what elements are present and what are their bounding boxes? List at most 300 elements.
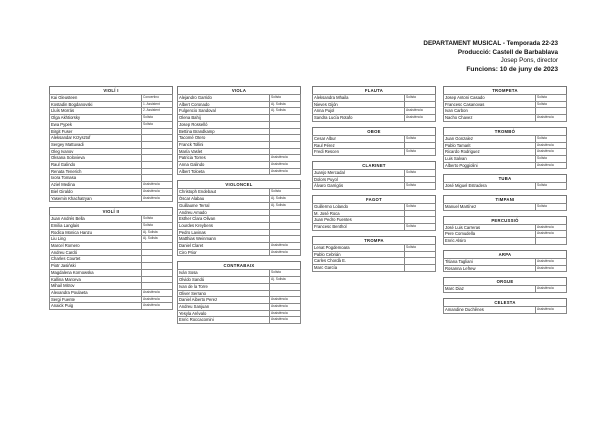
musician-name: Yasemin Khachatryan (50, 195, 142, 202)
musician-name: Aleksandar Krzysztof (50, 135, 142, 142)
musician-role (141, 175, 172, 182)
musician-name: Guillermo Lolando (313, 204, 405, 211)
musician-name: Matthias Weinmann (178, 236, 270, 243)
section-table (312, 203, 436, 231)
musician-name: Fulgencio Sandoval (178, 108, 270, 115)
musician-role (141, 128, 172, 135)
table-row (178, 121, 301, 128)
table-row (50, 236, 173, 243)
musician-role: Assistència (141, 182, 172, 189)
table-row (178, 101, 301, 108)
musician-name: Yesyla Arévalo (178, 310, 270, 317)
musician-role (141, 148, 172, 155)
musician-name: Carles Chordà E. (313, 258, 405, 265)
section (443, 86, 567, 122)
section-table (443, 203, 567, 211)
musician-name: Albert Coronado (178, 101, 270, 108)
section-title: FAGOT (312, 195, 436, 203)
musician-name: Alexandra Poulaeta (50, 289, 142, 296)
musician-name: Enric Roccacomini (178, 317, 270, 324)
section-table (177, 94, 301, 175)
musician-role (141, 168, 172, 175)
musician-name: Nieves Gijón (313, 101, 405, 108)
section (443, 277, 567, 293)
table-row (178, 155, 301, 162)
musician-role: Solista (535, 95, 566, 102)
musician-role (404, 217, 435, 224)
musician-name: Nacho Chavez (444, 115, 536, 122)
musician-name: Pere Comudella (444, 231, 536, 238)
section-title: CONTRABAIX (177, 261, 301, 269)
table-row (178, 128, 301, 135)
table-row (313, 135, 436, 142)
musician-role (404, 258, 435, 265)
musician-name: Kai Gleusteen (50, 95, 142, 102)
table-row (313, 108, 436, 115)
musician-name: Ivan de la Torre (178, 283, 270, 290)
table-row (178, 209, 301, 216)
musician-name: Francesc Benthol (313, 224, 405, 231)
table-row (444, 306, 567, 313)
musician-role: Solista (404, 183, 435, 190)
musician-name: Ivan Carbon (444, 108, 536, 115)
section-table (49, 215, 173, 310)
table-row (313, 101, 436, 108)
musician-name: Anna Pujol (313, 108, 405, 115)
musician-role: Aj. Solista (269, 101, 300, 108)
section (443, 127, 567, 170)
musician-role: Aj. Solista (269, 108, 300, 115)
section-title: TUBA (443, 174, 567, 182)
musician-role: Assistència (141, 188, 172, 195)
table-row (50, 162, 173, 169)
musician-name: Titiana Tagliani (444, 258, 536, 265)
table-row (444, 155, 567, 162)
musician-name: Raul Galindo (50, 162, 142, 169)
musician-name: Juan Pedro Fuentes (313, 217, 405, 224)
musician-name: Guillaume Terral (178, 202, 270, 209)
musician-role: Solista (269, 270, 300, 277)
musician-name: Josep Rosselló (178, 121, 270, 128)
musician-name: Fredi Rescen (313, 149, 405, 156)
musician-role (269, 128, 300, 135)
musician-role: Solista (535, 183, 566, 190)
table-row (50, 249, 173, 256)
musician-name: Magdalena Kornowska (50, 269, 142, 276)
musician-name: Juanjo Mercadal (313, 169, 405, 176)
section-table (312, 94, 436, 122)
musician-role (269, 216, 300, 223)
table-row (444, 183, 567, 190)
table-row (178, 141, 301, 148)
section (312, 195, 436, 231)
musician-name: Pablo Cebrián (313, 251, 405, 258)
musician-name: Tacomé Otero (178, 135, 270, 142)
musician-role: Assistència (535, 306, 566, 313)
table-row (50, 263, 173, 270)
musician-role (141, 243, 172, 250)
musician-name: Kostadin Bogdanovski (50, 101, 142, 108)
musician-name: Oksana Solovieva (50, 155, 142, 162)
musician-role: Assistència (535, 224, 566, 231)
section-table (443, 182, 567, 190)
musician-role: Assistència (535, 231, 566, 238)
musician-name: Rosanna Lefrew (444, 265, 536, 272)
table-row (444, 95, 567, 102)
section-table (312, 169, 436, 190)
section-table (443, 285, 567, 293)
musician-role: Assistència (535, 162, 566, 169)
musician-role: Assistència (269, 243, 300, 250)
table-row (50, 283, 173, 290)
musician-role: Assistència (404, 108, 435, 115)
musician-role (141, 263, 172, 270)
musician-role: Solista (404, 169, 435, 176)
page-header (423, 40, 558, 74)
musician-name: Raul Pérez (313, 142, 405, 149)
section (443, 174, 567, 190)
table-row (313, 149, 436, 156)
musician-role: Aj. Solista (269, 196, 300, 203)
musician-name: Álvaro Garrigós (313, 183, 405, 190)
table-row (313, 258, 436, 265)
musician-name: Sergey Mattuvadi (50, 141, 142, 148)
table-row (178, 216, 301, 223)
table-row (178, 297, 301, 304)
musician-name: Kallina Marceva (50, 276, 142, 283)
section (177, 180, 301, 256)
section (177, 86, 301, 175)
musician-name: Bettina Brandkamp (178, 128, 270, 135)
musician-role (141, 141, 172, 148)
section-title: TROMPA (312, 236, 436, 244)
musician-name: Ewa Pypek (50, 121, 142, 128)
performance-date: Funcions: 10 de juny de 2023 (466, 65, 558, 73)
musician-name: Franck Tollini (178, 141, 270, 148)
musician-role: Aj. Solista (269, 202, 300, 209)
table-row (444, 135, 567, 142)
musician-name: Lenat Pogdemoara (313, 244, 405, 251)
section (312, 127, 436, 156)
musician-role (269, 148, 300, 155)
section-title: TROMPETA (443, 86, 567, 94)
musician-role: Solista (269, 95, 300, 102)
table-row (50, 128, 173, 135)
musician-role (141, 269, 172, 276)
musician-name: Sandra Lucía Rotafo (313, 115, 405, 122)
musician-role: Concertino (141, 95, 172, 102)
table-row (50, 101, 173, 108)
musician-name: Pedro Lavinas (178, 229, 270, 236)
table-row (178, 236, 301, 243)
musician-name: Ricardo Rodriguez (444, 149, 536, 156)
musician-name: Piotr Jasiński (50, 263, 142, 270)
musician-name: Alejandro Garrido (178, 95, 270, 102)
musician-name: Cesar Albur (313, 135, 405, 142)
musician-role: Aj. Solista (141, 229, 172, 236)
table-row (313, 244, 436, 251)
musician-role: Aj. Solista (141, 236, 172, 243)
section-table (443, 224, 567, 245)
musician-name: Andreu Cardó (50, 249, 142, 256)
musician-role (404, 264, 435, 271)
section (312, 86, 436, 122)
musician-name: Patricia Torres (178, 155, 270, 162)
section-title: VIOLÍ I (49, 86, 173, 94)
table-row (50, 108, 173, 115)
musician-role: Assistència (269, 168, 300, 175)
section-title: PERCUSSIÓ (443, 216, 567, 224)
musician-name: Juan Andrés Bella (50, 216, 142, 223)
musician-name: Aleksandra Mhaila (313, 95, 405, 102)
musician-name: M. José Roca (313, 210, 405, 217)
table-row (50, 269, 173, 276)
musician-name: Luis Salvan (444, 155, 536, 162)
table-row (313, 217, 436, 224)
table-row (178, 148, 301, 155)
musician-role: Solista (404, 224, 435, 231)
table-row (178, 270, 301, 277)
table-row (50, 222, 173, 229)
musician-role (141, 283, 172, 290)
musician-role: Solista (404, 135, 435, 142)
musician-role: Assistència (404, 115, 435, 122)
table-row (444, 231, 567, 238)
table-row (50, 155, 173, 162)
musician-role: Aj. Solista (269, 277, 300, 284)
table-row (50, 121, 173, 128)
musician-name: Josep Antoni Casado (444, 95, 536, 102)
musician-role: Solista (141, 222, 172, 229)
musician-name: Olena Bahij (178, 115, 270, 122)
table-row (444, 286, 567, 293)
table-row (50, 276, 173, 283)
musician-role (141, 256, 172, 263)
musician-role: Solista (404, 204, 435, 211)
musician-role: Assistència (269, 310, 300, 317)
director-line: Josep Pons, director (500, 57, 558, 65)
musician-name: Amandine Duchênes (444, 306, 536, 313)
musician-role: Assistència (141, 195, 172, 202)
musician-role: Solista (141, 115, 172, 122)
section-title: VIOLONCEL (177, 180, 301, 188)
section-table (443, 94, 567, 122)
table-row (444, 238, 567, 245)
musician-role (141, 135, 172, 142)
musician-name: Charles Courtet (50, 256, 142, 263)
musician-role: Solista (404, 244, 435, 251)
musician-name: Marc García (313, 264, 405, 271)
musician-role: Assistència (269, 155, 300, 162)
section-title: CLARINET (312, 161, 436, 169)
musician-role: Assistència (269, 317, 300, 324)
musician-role: Solista (141, 121, 172, 128)
musician-role (141, 249, 172, 256)
table-row (50, 148, 173, 155)
musician-role (269, 290, 300, 297)
roster-column-1 (49, 86, 173, 315)
table-row (178, 168, 301, 175)
section-title: TIMPANI (443, 195, 567, 203)
section-title: ARPA (443, 250, 567, 258)
table-row (313, 210, 436, 217)
musician-name: Aziel Medina (50, 182, 142, 189)
table-row (444, 162, 567, 169)
musician-role (535, 108, 566, 115)
musician-name: María Vaslet (178, 148, 270, 155)
table-row (50, 135, 173, 142)
section (443, 195, 567, 211)
table-row (50, 188, 173, 195)
musician-role: Solista (535, 155, 566, 162)
department-title: DEPARTAMENT MUSICAL - Temporada 22-23 (423, 40, 558, 47)
section-title: VIOLA (177, 86, 301, 94)
section-table (443, 306, 567, 314)
table-row (444, 149, 567, 156)
table-row (313, 176, 436, 183)
musician-role (404, 142, 435, 149)
musician-name: Christoph Endebaut (178, 189, 270, 196)
musician-role: Assistència (535, 142, 566, 149)
musician-name: Lluís Morrás (50, 108, 142, 115)
table-row (313, 95, 436, 102)
musician-role: Assistència (141, 289, 172, 296)
musician-name: Marc Diaz (444, 286, 536, 293)
musician-name: Birgit Fuser (50, 128, 142, 135)
table-row (178, 202, 301, 209)
table-row (313, 142, 436, 149)
table-row (178, 310, 301, 317)
table-row (178, 95, 301, 102)
musician-role (269, 135, 300, 142)
musician-role (404, 176, 435, 183)
musician-role (141, 276, 172, 283)
section (49, 86, 173, 202)
musician-role: Solista (404, 149, 435, 156)
table-row (50, 256, 173, 263)
table-row (50, 175, 173, 182)
roster-column-2 (177, 86, 301, 329)
musician-name: Daniel Claret (178, 243, 270, 250)
musician-role: Assistència (535, 149, 566, 156)
musician-name: Olga Akhtiorsky (50, 115, 142, 122)
table-row (50, 168, 173, 175)
section-table (443, 258, 567, 272)
musician-role (404, 210, 435, 217)
table-row (313, 115, 436, 122)
musician-role: Solista (535, 101, 566, 108)
table-row (178, 108, 301, 115)
table-row (178, 277, 301, 284)
table-row (178, 196, 301, 203)
table-row (178, 303, 301, 310)
musician-name: Alberto Poggiolini (444, 162, 536, 169)
musician-name: Oleg Ivanov (50, 148, 142, 155)
musician-name: Esther Clara Olivan (178, 216, 270, 223)
table-row (50, 289, 173, 296)
table-row (178, 222, 301, 229)
table-row (178, 290, 301, 297)
musician-name: Lourdes Kreybens (178, 222, 270, 229)
table-row (178, 283, 301, 290)
section (312, 161, 436, 190)
section (443, 298, 567, 314)
table-row (50, 303, 173, 310)
musician-name: Emilia Langlais (50, 222, 142, 229)
musician-role: Assistència (535, 258, 566, 265)
musician-role (269, 229, 300, 236)
table-row (50, 296, 173, 303)
section-table (312, 244, 436, 272)
table-row (178, 135, 301, 142)
musician-name: Andreu Sanjuan (178, 303, 270, 310)
table-row (444, 108, 567, 115)
table-row (444, 265, 567, 272)
musician-role: 2. Assistent (141, 108, 172, 115)
section-title: VIOLÍ II (49, 207, 173, 215)
musician-name: Anaick Puig (50, 303, 142, 310)
musician-name: Iván Sosa (178, 270, 270, 277)
table-row (444, 204, 567, 211)
musician-name: Biel Giraldo (50, 188, 142, 195)
musician-role: Assistència (269, 303, 300, 310)
section-table (177, 269, 301, 324)
section (443, 250, 567, 272)
musician-name: Liu Ling (50, 236, 142, 243)
musician-role: Solista (404, 95, 435, 102)
table-row (313, 251, 436, 258)
musician-name: Olvido Sandú (178, 277, 270, 284)
musician-role (269, 236, 300, 243)
table-row (178, 115, 301, 122)
musician-role (535, 238, 566, 245)
table-row (444, 224, 567, 231)
section-table (312, 135, 436, 156)
table-row (178, 243, 301, 250)
table-row (178, 229, 301, 236)
musician-name: Manuel Martínez (444, 204, 536, 211)
section-title: ORGUE (443, 277, 567, 285)
musician-name: Dolors Puyol (313, 176, 405, 183)
musician-name: Renata Tenerich (50, 168, 142, 175)
table-row (178, 189, 301, 196)
table-row (50, 195, 173, 202)
musician-role (269, 115, 300, 122)
musician-role: Assistència (269, 162, 300, 169)
musician-role (141, 155, 172, 162)
section-table (443, 135, 567, 170)
musician-name: Rodica Monica Hanzu (50, 229, 142, 236)
table-row (313, 183, 436, 190)
musician-role: Assistència (269, 249, 300, 256)
musician-role (269, 141, 300, 148)
musician-role: Solista (141, 216, 172, 223)
section (312, 236, 436, 272)
table-row (313, 224, 436, 231)
table-row (178, 162, 301, 169)
musician-role (269, 283, 300, 290)
section-title: OBOE (312, 127, 436, 135)
table-row (444, 258, 567, 265)
musician-role: Solista (535, 204, 566, 211)
musician-name: Pablo Tamarit (444, 142, 536, 149)
table-row (313, 204, 436, 211)
musician-name: Mihail Mitrov (50, 283, 142, 290)
section (177, 261, 301, 324)
musician-name: Òscar Alabau (178, 196, 270, 203)
section (443, 216, 567, 245)
musician-role (141, 162, 172, 169)
